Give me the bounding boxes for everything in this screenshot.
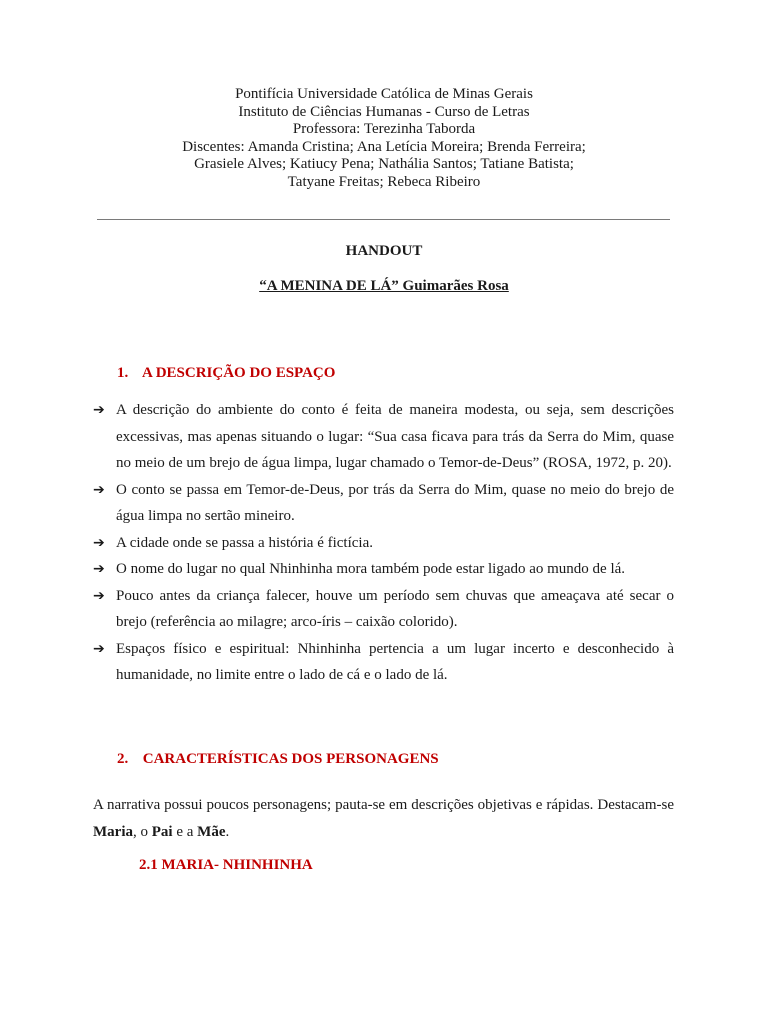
bullet-text: A cidade onde se passa a história é fictícia. bbox=[116, 534, 373, 551]
separator-text: e a bbox=[172, 823, 198, 840]
list-item bbox=[93, 477, 674, 530]
paragraph-text: A narrativa possui poucos personagens; pauta-se em descrições objetivas e rápidas. Destacam-se bbox=[93, 797, 674, 813]
document-title: HANDOUT bbox=[345, 243, 423, 259]
header-line-students-3: Tatyane Freitas; Rebeca Ribeiro bbox=[287, 173, 481, 190]
arrow-bullet-icon: ➔ bbox=[93, 561, 105, 577]
bullet-text: Pouco antes da criança falecer, houve um período sem chuvas que ameaçava até secar o brejo (referência ao milagre; arco-íris – caixão colorido). bbox=[116, 587, 674, 630]
section-2-title: CARACTERÍSTICAS DOS PERSONAGENS bbox=[142, 751, 439, 767]
document-header bbox=[0, 86, 768, 191]
section-2-heading bbox=[117, 751, 439, 768]
arrow-bullet-icon: ➔ bbox=[93, 640, 105, 657]
list-item bbox=[93, 530, 674, 557]
list-item bbox=[93, 636, 674, 689]
arrow-bullet-icon: ➔ bbox=[93, 534, 105, 551]
separator-text: , o bbox=[132, 823, 152, 840]
header-line-institute: Instituto de Ciências Humanas - Curso de Letras bbox=[238, 103, 530, 120]
section-1-heading bbox=[117, 365, 335, 382]
arrow-bullet-icon: ➔ bbox=[93, 481, 105, 498]
character-maria: Maria bbox=[93, 823, 133, 840]
character-pai: Pai bbox=[151, 823, 173, 840]
document-subtitle: “A MENINA DE LÁ” Guimarães Rosa bbox=[259, 278, 509, 294]
list-item bbox=[93, 397, 674, 477]
bullet-text: Espaços físico e espiritual: Nhinhinha pertencia a um lugar incerto e desconhecido à humanidade, no limite entre o lado de cá e o lado de lá. bbox=[116, 640, 674, 683]
character-mae: Mãe bbox=[197, 823, 226, 840]
list-item bbox=[93, 556, 674, 583]
header-line-university: Pontifícia Universidade Católica de Minas Gerais bbox=[235, 86, 533, 102]
bullet-text: O conto se passa em Temor-de-Deus, por trás da Serra do Mim, quase no meio do brejo de água limpa no sertão mineiro. bbox=[116, 481, 674, 524]
header-line-students-1: Discentes: Amanda Cristina; Ana Letícia Moreira; Brenda Ferreira; bbox=[182, 138, 586, 155]
section-1-bullet-list bbox=[93, 397, 674, 689]
paragraph-end: . bbox=[225, 823, 230, 840]
arrow-bullet-icon: ➔ bbox=[93, 587, 105, 604]
header-line-students-2: Grasiele Alves; Katiucy Pena; Nathália Santos; Tatiane Batista; bbox=[194, 156, 574, 172]
section-2-number: 2. bbox=[117, 751, 129, 767]
header-line-professor: Professora: Terezinha Taborda bbox=[292, 121, 476, 137]
arrow-bullet-icon: ➔ bbox=[93, 402, 105, 418]
section-1-number: 1. bbox=[117, 365, 129, 381]
horizontal-divider bbox=[97, 219, 670, 220]
section-2-paragraph bbox=[93, 792, 674, 845]
list-item bbox=[93, 583, 674, 636]
section-1-title: A DESCRIÇÃO DO ESPAÇO bbox=[141, 365, 336, 381]
subsection-2-1-heading: 2.1 MARIA- NHINHINHA bbox=[139, 857, 313, 873]
bullet-text: A descrição do ambiente do conto é feita de maneira modesta, ou seja, sem descrições excessivas, mas apenas situando o lugar: “Sua casa ficava para trás da Serra do Mim, quase no meio de um brejo de água limpa, lugar chamado o Temor-de-Deus” (ROSA, 1972, p. 20). bbox=[116, 402, 674, 471]
bullet-text: O nome do lugar no qual Nhinhinha mora também pode estar ligado ao mundo de lá. bbox=[116, 561, 626, 577]
